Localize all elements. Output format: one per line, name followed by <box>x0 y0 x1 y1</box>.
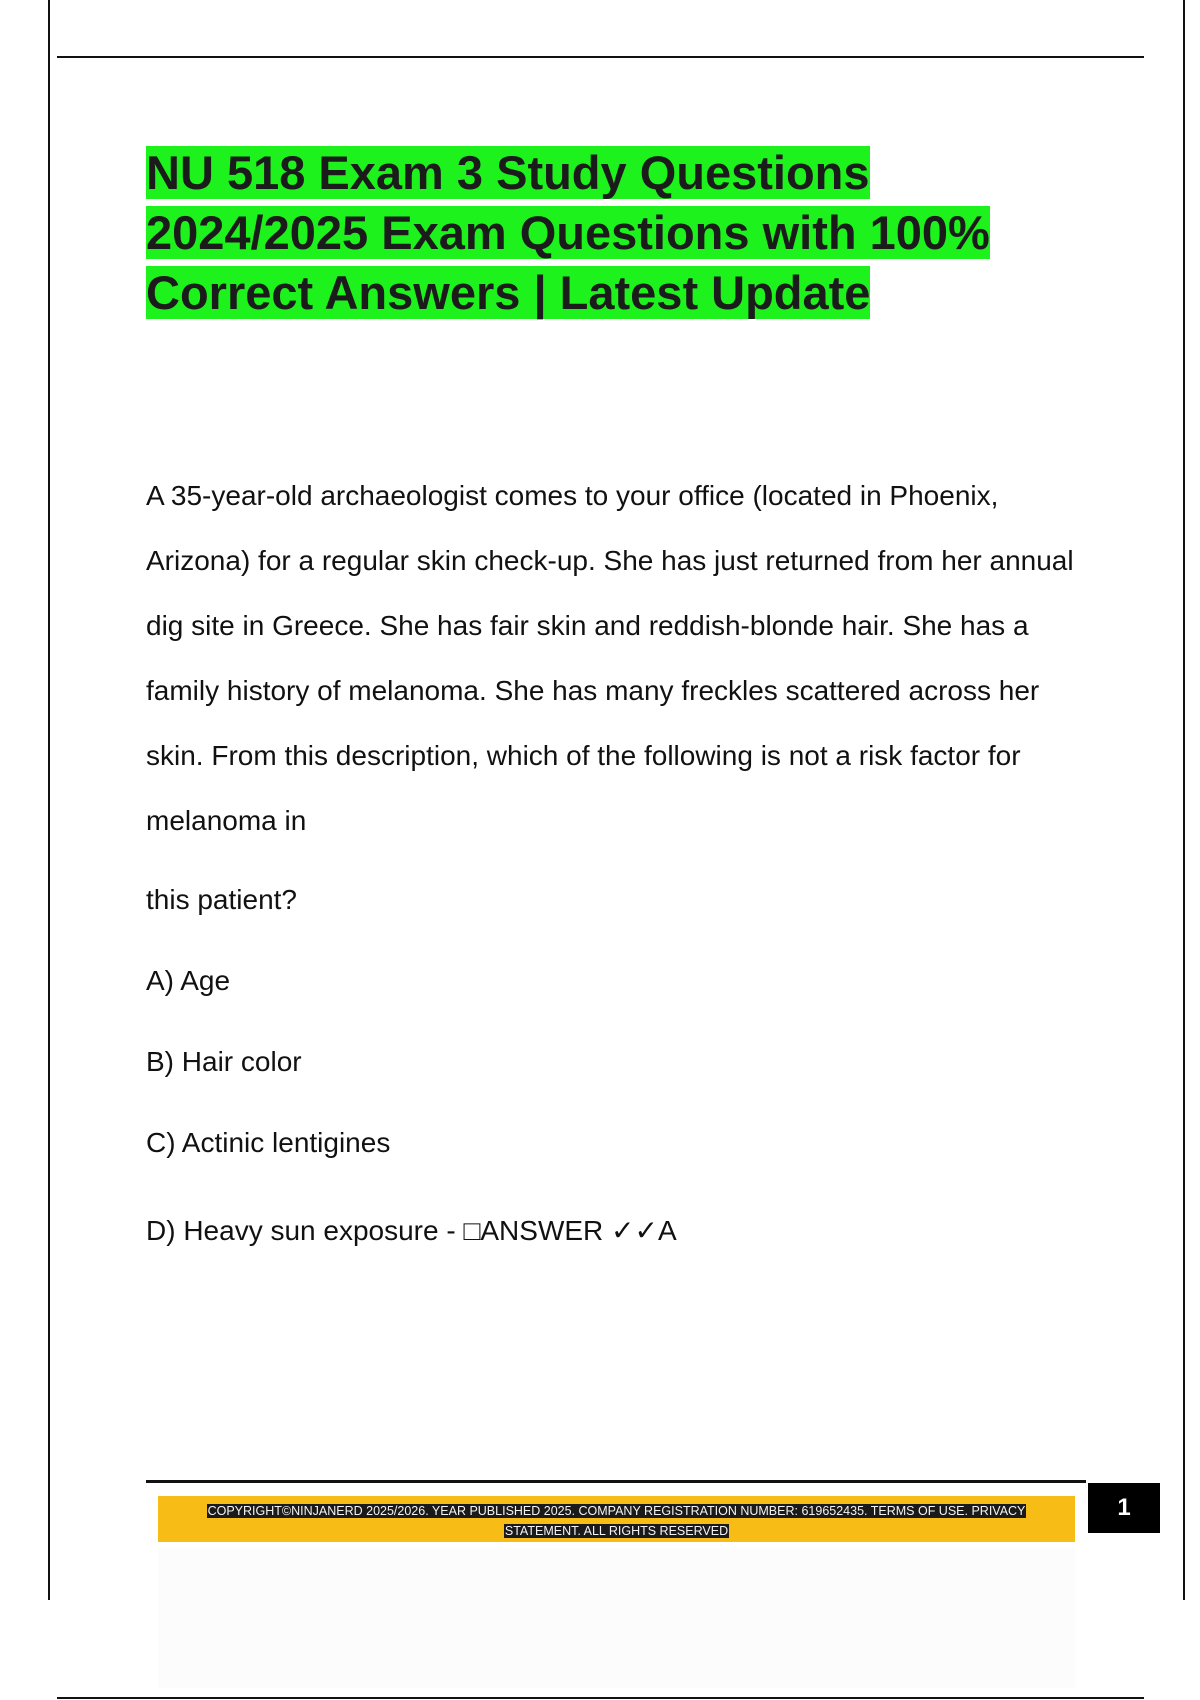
question-line: dig site in Greece. She has fair skin and reddish-blonde hair. She has a <box>146 610 1029 641</box>
option-b: B) Hair color <box>146 1046 302 1077</box>
footer-blank-area <box>158 1548 1075 1688</box>
question-paragraph <box>146 470 1106 860</box>
question-line: A 35-year-old archaeologist comes to your office (located in Phoenix, <box>146 480 999 511</box>
question-line: family history of melanoma. She has many freckles scattered across her <box>146 675 1040 706</box>
title-line-2: 2024/2025 Exam Questions with 100% <box>146 206 990 259</box>
header-rule <box>57 56 1144 58</box>
footer-rule <box>146 1480 1086 1483</box>
document-title <box>146 143 1106 323</box>
next-page-rule <box>57 1697 1144 1699</box>
page-number: 1 <box>1088 1483 1160 1533</box>
question-continuation: this patient? <box>146 884 297 915</box>
title-line-3: Correct Answers | Latest Update <box>146 266 871 319</box>
question-line: Arizona) for a regular skin check-up. She has just returned from her annual <box>146 545 1074 576</box>
page-border-right <box>1183 0 1185 1600</box>
option-c: C) Actinic lentigines <box>146 1127 391 1158</box>
copyright-line-2: STATEMENT. ALL RIGHTS RESERVED <box>504 1524 729 1538</box>
option-a: A) Age <box>146 965 231 996</box>
copyright-line-1: COPYRIGHT©NINJANERD 2025/2026. YEAR PUBLISHED 2025. COMPANY REGISTRATION NUMBER: 619652435. TERMS OF USE. PRIVACY <box>207 1504 1026 1518</box>
title-line-1: NU 518 Exam 3 Study Questions <box>146 146 870 199</box>
page-border-left <box>48 0 50 1600</box>
option-d-with-answer: D) Heavy sun exposure - □ANSWER ✓✓A <box>146 1215 677 1246</box>
question-line: skin. From this description, which of the following is not a risk factor for <box>146 740 1021 771</box>
copyright-notice <box>158 1501 1075 1541</box>
question-line: melanoma in <box>146 805 307 836</box>
